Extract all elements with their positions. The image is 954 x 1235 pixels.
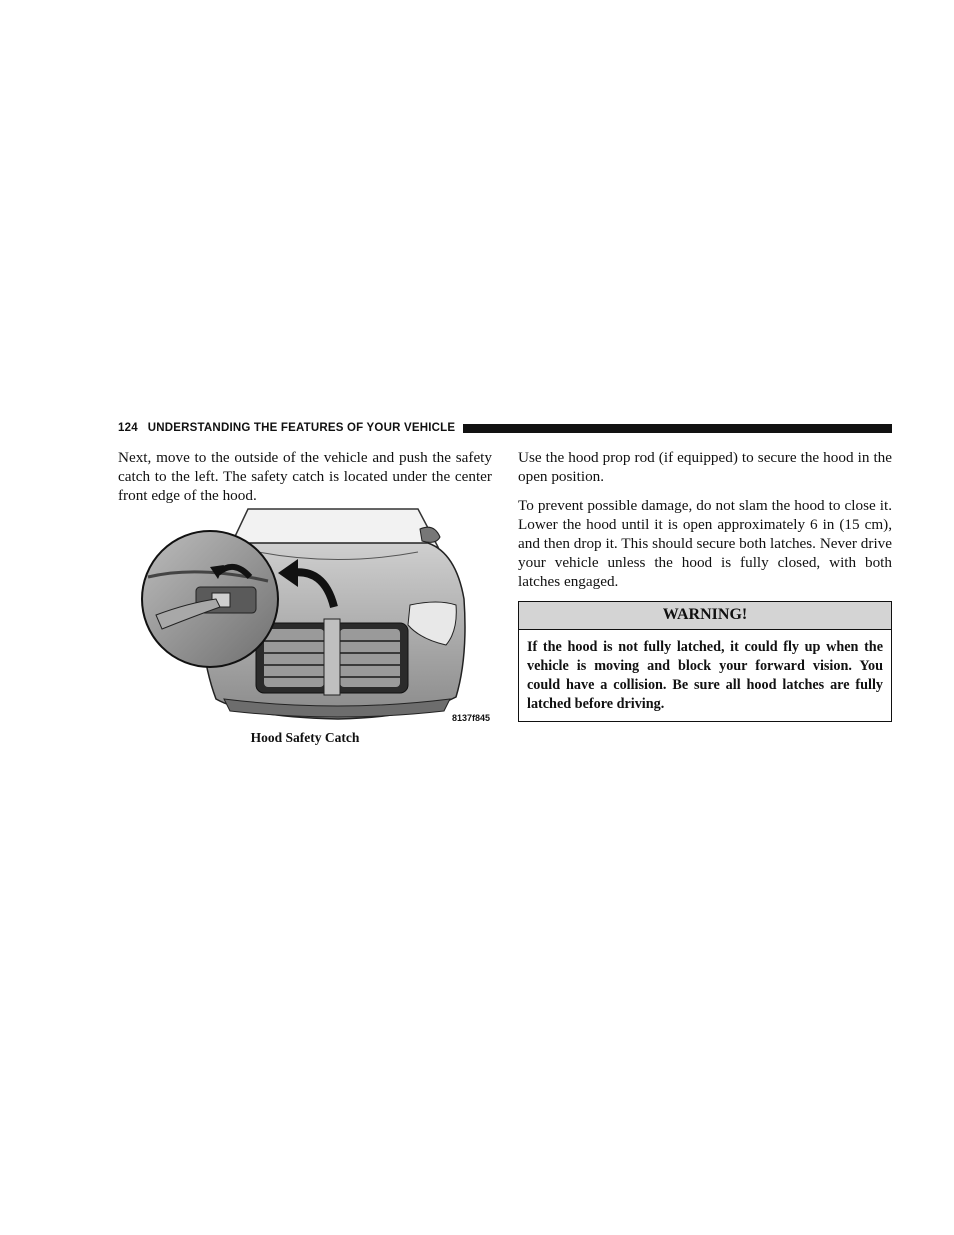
page-header (118, 420, 892, 436)
paragraph-prop-rod: Use the hood prop rod (if equipped) to secure the hood in the open position. (518, 449, 892, 485)
left-column (118, 448, 492, 515)
figure-caption: Hood Safety Catch (250, 730, 360, 745)
paragraph-safety-catch: Next, move to the outside of the vehicle and push the safety catch to the left. The safety catch is located under the center front edge of the hood. (118, 449, 492, 504)
figure-code: 8137f845 (451, 713, 490, 723)
header-rule (463, 424, 892, 433)
paragraph-closing-hood: To prevent possible damage, do not slam the hood to close it. Lower the hood until it is open approximately 6 in (15 cm), and then drop it. This should secure both latches. Never drive your vehicle unless the hood is fully closed, with both latches engaged. (518, 497, 892, 590)
warning-text: If the hood is not fully latched, it could fly up when the vehicle is moving and block your forward vision. You could have a collision. Be sure all hood latches are fully latched before driving. (527, 639, 883, 712)
warning-box (518, 601, 892, 722)
right-column (518, 448, 892, 601)
section-title: UNDERSTANDING THE FEATURES OF YOUR VEHICLE (147, 422, 456, 434)
hood-safety-catch-figure (138, 507, 492, 729)
car-front-illustration (138, 507, 492, 729)
warning-title: WARNING! (519, 602, 891, 630)
page-number: 124 (118, 422, 138, 434)
